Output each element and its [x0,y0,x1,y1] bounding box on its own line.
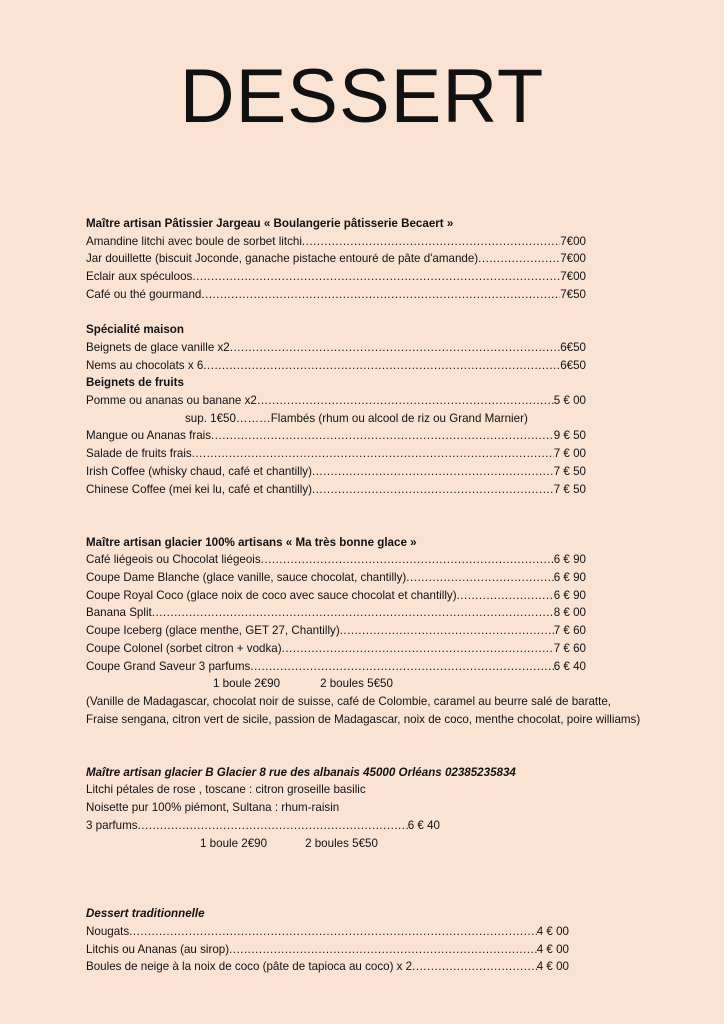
menu-item [86,445,586,463]
menu-item [86,587,586,605]
menu-item [86,392,586,410]
menu-item [86,569,586,587]
menu-item [86,640,586,658]
item-name: Banana Split [86,606,152,620]
section-heading-patissier: Maître artisan Pâtissier Jargeau « Boulangerie pâtisserie Becaert » [86,217,454,230]
item-name: Coupe Royal Coco (glace noix de coco avec sauce chocolat et chantilly) [86,588,457,602]
boule-1-price: 1 boule 2€90 [213,677,281,691]
boules-prices [86,675,586,693]
menu-item [86,622,586,640]
section-heading-b-glacier: Maître artisan glacier B Glacier 8 rue des albanais 45000 Orléans 02385235834 [86,765,516,779]
item-name: Nems au chocolats x 6 [86,358,204,372]
item-price: 4 € 00 [536,960,569,974]
menu-item [86,286,586,304]
boules-prices [86,835,586,853]
item-name: 3 parfums [86,818,138,832]
boule-2-price: 2 boules 5€50 [305,836,378,850]
item-name: Mangue ou Ananas frais [86,429,212,443]
item-price: 6 € 90 [553,553,586,567]
section-heading-glacier: Maître artisan glacier 100% artisans « Ma très bonne glace » [86,535,417,549]
item-name: Salade de fruits frais [86,447,192,461]
menu-item [86,250,586,268]
item-price: 6 € 90 [553,588,586,602]
item-price: 7 € 60 [553,624,586,638]
item-name: Eclair aux spéculoos [86,270,193,284]
section-heading-traditionnelle: Dessert traditionnelle [86,907,205,921]
item-name: Coupe Iceberg (glace menthe, GET 27, Chantilly) [86,624,340,638]
item-price: 7 € 50 [553,482,586,496]
item-price: 5 € 00 [553,394,586,408]
section-heading-specialite: Spécialité maison [86,323,184,337]
item-price: 7 € 60 [553,641,586,655]
item-price: 7 € 50 [553,464,586,478]
item-price: 7 € 00 [553,447,586,461]
menu-item [86,958,569,976]
item-name: Pomme ou ananas ou banane x2… [86,394,269,408]
menu-item [86,268,586,286]
flavors-list: (Vanille de Madagascar, chocolat noir de suisse, café de Colombie, caramel au beurre salé de baratte, Fraise sengana, citron vert de sicile, passion de Madagascar, noix de coco, menthe chocolat, poire williams) [86,694,641,726]
item-name: Beignets de glace vanille x2 [86,340,230,354]
item-price: 7€00 [560,252,586,266]
item-price: 6€50 [560,358,586,372]
item-price: 7€00 [560,270,586,284]
menu-item [86,551,586,569]
boule-2-price: 2 boules 5€50 [320,677,393,691]
item-price: 9 € 50 [553,429,586,443]
menu-item [86,233,586,251]
item-price: 8 € 00 [553,606,586,620]
menu-item [86,604,586,622]
item-price: 6 € 40 [407,818,440,832]
item-name: Coupe Grand Saveur 3 parfums [86,659,251,673]
boule-1-price: 1 boule 2€90 [200,836,268,850]
item-name: Coupe Colonel (sorbet citron + vodka) [86,641,282,655]
item-price: 6 € 40 [553,659,586,673]
item-name: Nougats [86,924,130,938]
item-name: Café liégeois ou Chocolat liégeois [86,553,261,567]
item-name: Coupe Dame Blanche (glace vanille, sauce chocolat, chantilly) [86,571,407,585]
menu-item [86,357,586,375]
flavor-line: Noisette pur 100% piémont, Sultana : rhum-raisin [86,801,340,815]
item-price: 7€00 [560,234,586,248]
menu-item [86,427,586,445]
item-price: 6€50 [560,340,586,354]
menu-item [86,658,586,676]
item-price: 6 € 90 [553,571,586,585]
menu-item [86,817,440,835]
menu-item [86,941,569,959]
item-name: Irish Coffee (whisky chaud, café et chantilly) [86,464,312,478]
item-name: Chinese Coffee (mei kei lu, café et chantilly) [86,482,312,496]
item-price: 4 € 00 [536,924,569,938]
menu-item [86,481,586,499]
page-title: DESSERT [179,54,545,139]
menu-item [86,463,586,481]
item-name: Jar douillette (biscuit Joconde, ganache pistache entouré de pâte d'amande) [86,252,479,266]
item-name: Litchis ou Ananas (au sirop) [86,942,230,956]
item-price: 7€50 [560,287,586,301]
supplement-note: sup. 1€50………Flambés (rhum ou alcool de riz ou Grand Marnier) [185,411,528,425]
item-name: Amandine litchi avec boule de sorbet litchi [86,234,302,248]
menu-item [86,339,586,357]
item-name: Boules de neige à la noix de coco (pâte de tapioca au coco) x 2 [86,960,413,974]
item-name: Café ou thé gourmand [86,287,202,301]
item-price: 4 € 00 [536,942,569,956]
menu-content [86,215,641,976]
flavor-line: Litchi pétales de rose , toscane : citron groseille basilic [86,783,366,797]
section-heading-beignets: Beignets de fruits [86,376,184,390]
menu-item [86,923,569,941]
